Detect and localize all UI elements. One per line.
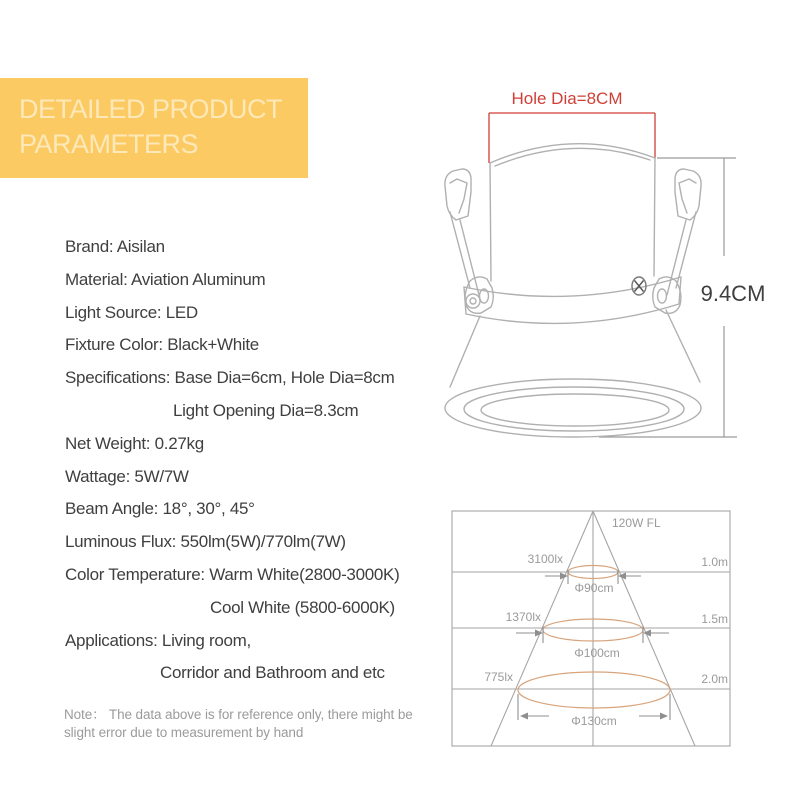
spec-line-net-weight: Net Weight: 0.27kg [65,433,204,453]
beam-labels [484,516,728,728]
beam-source-label: 120W FL [612,516,661,530]
spec-line-specifications: Specifications: Base Dia=6cm, Hole Dia=8cm [65,368,395,388]
illuminance-1m: 3100lx [527,552,563,566]
spec-line-cool-white: Cool White (5800-6000K) [210,597,395,617]
illuminance-1-5m: 1370lx [505,610,541,624]
banner-title-line1: DETAILED PRODUCT [19,94,283,124]
diameter-1m: Φ90cm [574,581,614,595]
hole-dia-label: Hole Dia=8CM [511,89,623,108]
spec-list [65,231,465,690]
spread-ellipse-2m [518,672,670,708]
title-banner [0,78,308,178]
distance-1m: 1.0m [701,555,728,569]
spring-clip-right [653,169,701,313]
note-text: Note： The data above is for reference only, there might be slight error due to measurement by hand [64,707,413,740]
diameter-2m: Φ130cm [571,714,617,728]
spec-line-applications: Applications: Living room, [65,630,251,650]
banner-title-line2: PARAMETERS [19,129,199,159]
spec-line-beam-angle: Beam Angle: 18°, 30°, 45° [65,499,255,519]
height-label: 9.4CM [700,281,766,306]
spec-line-light-opening: Light Opening Dia=8.3cm [173,400,359,420]
diameter-1-5m: Φ100cm [574,646,620,660]
spec-line-brand: Brand: Aisilan [65,237,165,256]
mounting-band [464,277,681,323]
beam-grid [452,511,730,746]
trim-ring [445,310,701,437]
spec-line-applications-cont: Corridor and Bathroom and etc [160,663,385,683]
distance-2m: 2.0m [701,672,728,686]
spec-line-color-temperature: Color Temperature: Warm White(2800-3000K) [65,564,400,584]
hole-dia-dimension [489,89,655,163]
fixture-body [490,144,655,281]
spec-line-wattage: Wattage: 5W/7W [65,466,189,486]
fixture-technical-drawing [430,80,780,470]
spec-line-fixture-color: Fixture Color: Black+White [65,335,259,355]
distance-1-5m: 1.5m [701,612,728,626]
spec-line-material: Material: Aviation Aluminum [65,269,266,289]
illuminance-2m: 775lx [484,670,513,684]
spec-line-luminous-flux: Luminous Flux: 550lm(5W)/770lm(7W) [65,532,346,552]
beam-spread-diagram [440,500,740,756]
spec-line-light-source: Light Source: LED [65,302,198,322]
